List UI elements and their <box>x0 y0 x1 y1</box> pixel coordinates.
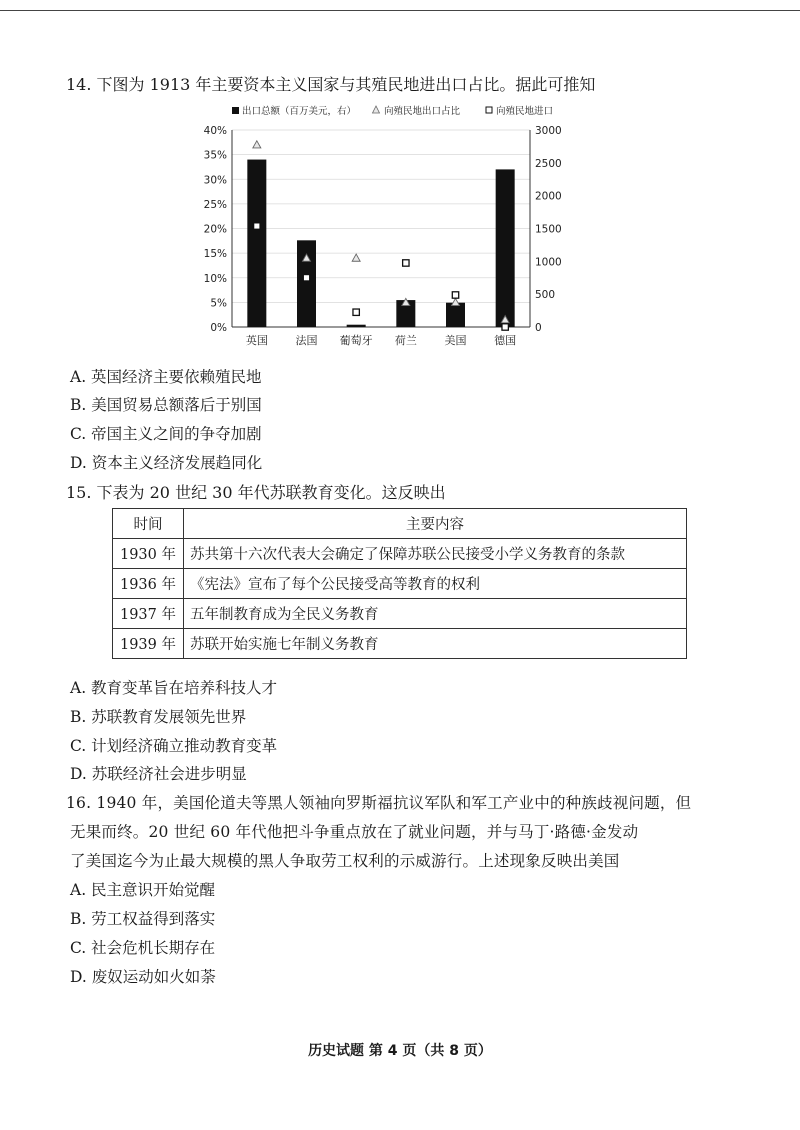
q14-option-c: C. 帝国主义之间的争夺加剧 <box>70 425 262 443</box>
q16-option-d: D. 废奴运动如火如荼 <box>70 968 216 986</box>
chart-yright-tick: 2000 <box>535 190 562 203</box>
table-cell-time: 1930 年 <box>113 539 184 569</box>
table-header-content: 主要内容 <box>184 509 687 539</box>
q15-option-b: B. 苏联教育发展领先世界 <box>70 708 247 726</box>
chart-square-point <box>452 292 458 298</box>
chart-legend-triangle-swatch <box>373 106 380 113</box>
chart-legend-bar-swatch <box>232 107 239 114</box>
q14-option-b: B. 美国贸易总额落后于别国 <box>70 396 262 414</box>
q15-option-c: C. 计划经济确立推动教育变革 <box>70 737 278 755</box>
table-cell-time: 1936 年 <box>113 569 184 599</box>
chart-yleft-tick: 0% <box>210 322 227 334</box>
table-cell-time: 1939 年 <box>113 629 184 659</box>
q16-option-a: A. 民主意识开始觉醒 <box>70 881 216 899</box>
chart-yright-tick: 2500 <box>535 157 562 170</box>
chart-yleft-tick: 15% <box>203 248 227 261</box>
chart-legend-square-swatch <box>486 107 492 113</box>
table-cell-content: 苏共第十六次代表大会确定了保障苏联公民接受小学义务教育的条款 <box>184 539 687 569</box>
chart-square-point <box>502 324 508 330</box>
q16-option-c: C. 社会危机长期存在 <box>70 939 216 957</box>
table-cell-content: 《宪法》宣布了每个公民接受高等教育的权利 <box>184 569 687 599</box>
chart-legend-label: 向殖民地出口占比 <box>384 106 461 117</box>
q15-table <box>112 508 687 659</box>
table-cell-content: 五年制教育成为全民义务教育 <box>184 599 687 629</box>
chart-x-tick: 美国 <box>444 334 467 347</box>
chart-yleft-tick: 10% <box>203 272 227 285</box>
chart-x-tick: 荷兰 <box>394 334 417 347</box>
chart-yright-tick: 1000 <box>535 256 562 269</box>
chart-yleft-tick: 25% <box>203 198 227 211</box>
table-cell-content: 苏联开始实施七年制义务教育 <box>184 629 687 659</box>
chart-square-point <box>303 275 309 281</box>
table-header-row <box>113 509 687 539</box>
q14-option-d: D. 资本主义经济发展趋同化 <box>70 454 263 472</box>
q16-stem-line-1: 16. 1940 年，美国伦道夫等黑人领袖向罗斯福抗议军队和军工产业中的种族歧视问题，但 <box>66 794 692 812</box>
chart-x-tick: 法国 <box>295 334 318 347</box>
chart-triangle-point <box>352 254 360 261</box>
table-row <box>113 539 687 569</box>
chart-yleft-tick: 35% <box>203 149 227 162</box>
table-header-time: 时间 <box>113 509 184 539</box>
chart-yright-tick: 3000 <box>535 125 562 137</box>
chart-yright-tick: 0 <box>535 322 542 334</box>
chart-legend-label: 出口总额（百万美元，右） <box>242 106 357 117</box>
q15-option-a: A. 教育变革旨在培养科技人才 <box>70 679 278 697</box>
chart-x-tick: 德国 <box>494 334 517 347</box>
chart-x-tick: 葡萄牙 <box>339 334 373 347</box>
q14-option-a: A. 英国经济主要依赖殖民地 <box>70 368 262 386</box>
chart-x-tick: 英国 <box>245 334 268 347</box>
chart-yright-tick: 500 <box>535 289 556 302</box>
top-rule <box>0 10 800 11</box>
chart-yleft-tick: 5% <box>210 297 227 310</box>
q16-option-b: B. 劳工权益得到落实 <box>70 910 216 928</box>
table-row <box>113 629 687 659</box>
table-row <box>113 599 687 629</box>
q15-stem: 15. 下表为 20 世纪 30 年代苏联教育变化。这反映出 <box>66 483 446 502</box>
chart-bar <box>446 303 465 327</box>
chart-yleft-tick: 20% <box>203 223 227 236</box>
q16-stem-line-2: 无果而终。20 世纪 60 年代他把斗争重点放在了就业问题，并与马丁·路德·金发动 <box>70 823 639 841</box>
q14-chart <box>190 100 580 355</box>
chart-square-point <box>353 309 359 315</box>
q14-stem: 14. 下图为 1913 年主要资本主义国家与其殖民地进出口占比。据此可推知 <box>66 75 596 94</box>
chart-bar <box>247 160 266 327</box>
chart-yright-tick: 1500 <box>535 223 562 236</box>
chart-yleft-tick: 40% <box>203 125 227 137</box>
chart-legend-label: 向殖民地进口 <box>496 106 554 117</box>
chart-square-point <box>403 260 409 266</box>
chart-triangle-point <box>253 141 261 148</box>
q15-option-d: D. 苏联经济社会进步明显 <box>70 765 247 783</box>
chart-square-point <box>254 223 260 229</box>
page-footer: 历史试题 第 4 页（共 8 页） <box>308 1043 492 1059</box>
chart-bar <box>347 325 366 327</box>
chart-yleft-tick: 30% <box>203 174 227 187</box>
table-cell-time: 1937 年 <box>113 599 184 629</box>
chart-bar <box>496 169 515 327</box>
table-row <box>113 569 687 599</box>
q16-stem-line-3: 了美国迄今为止最大规模的黑人争取劳工权利的示威游行。上述现象反映出美国 <box>70 852 620 870</box>
